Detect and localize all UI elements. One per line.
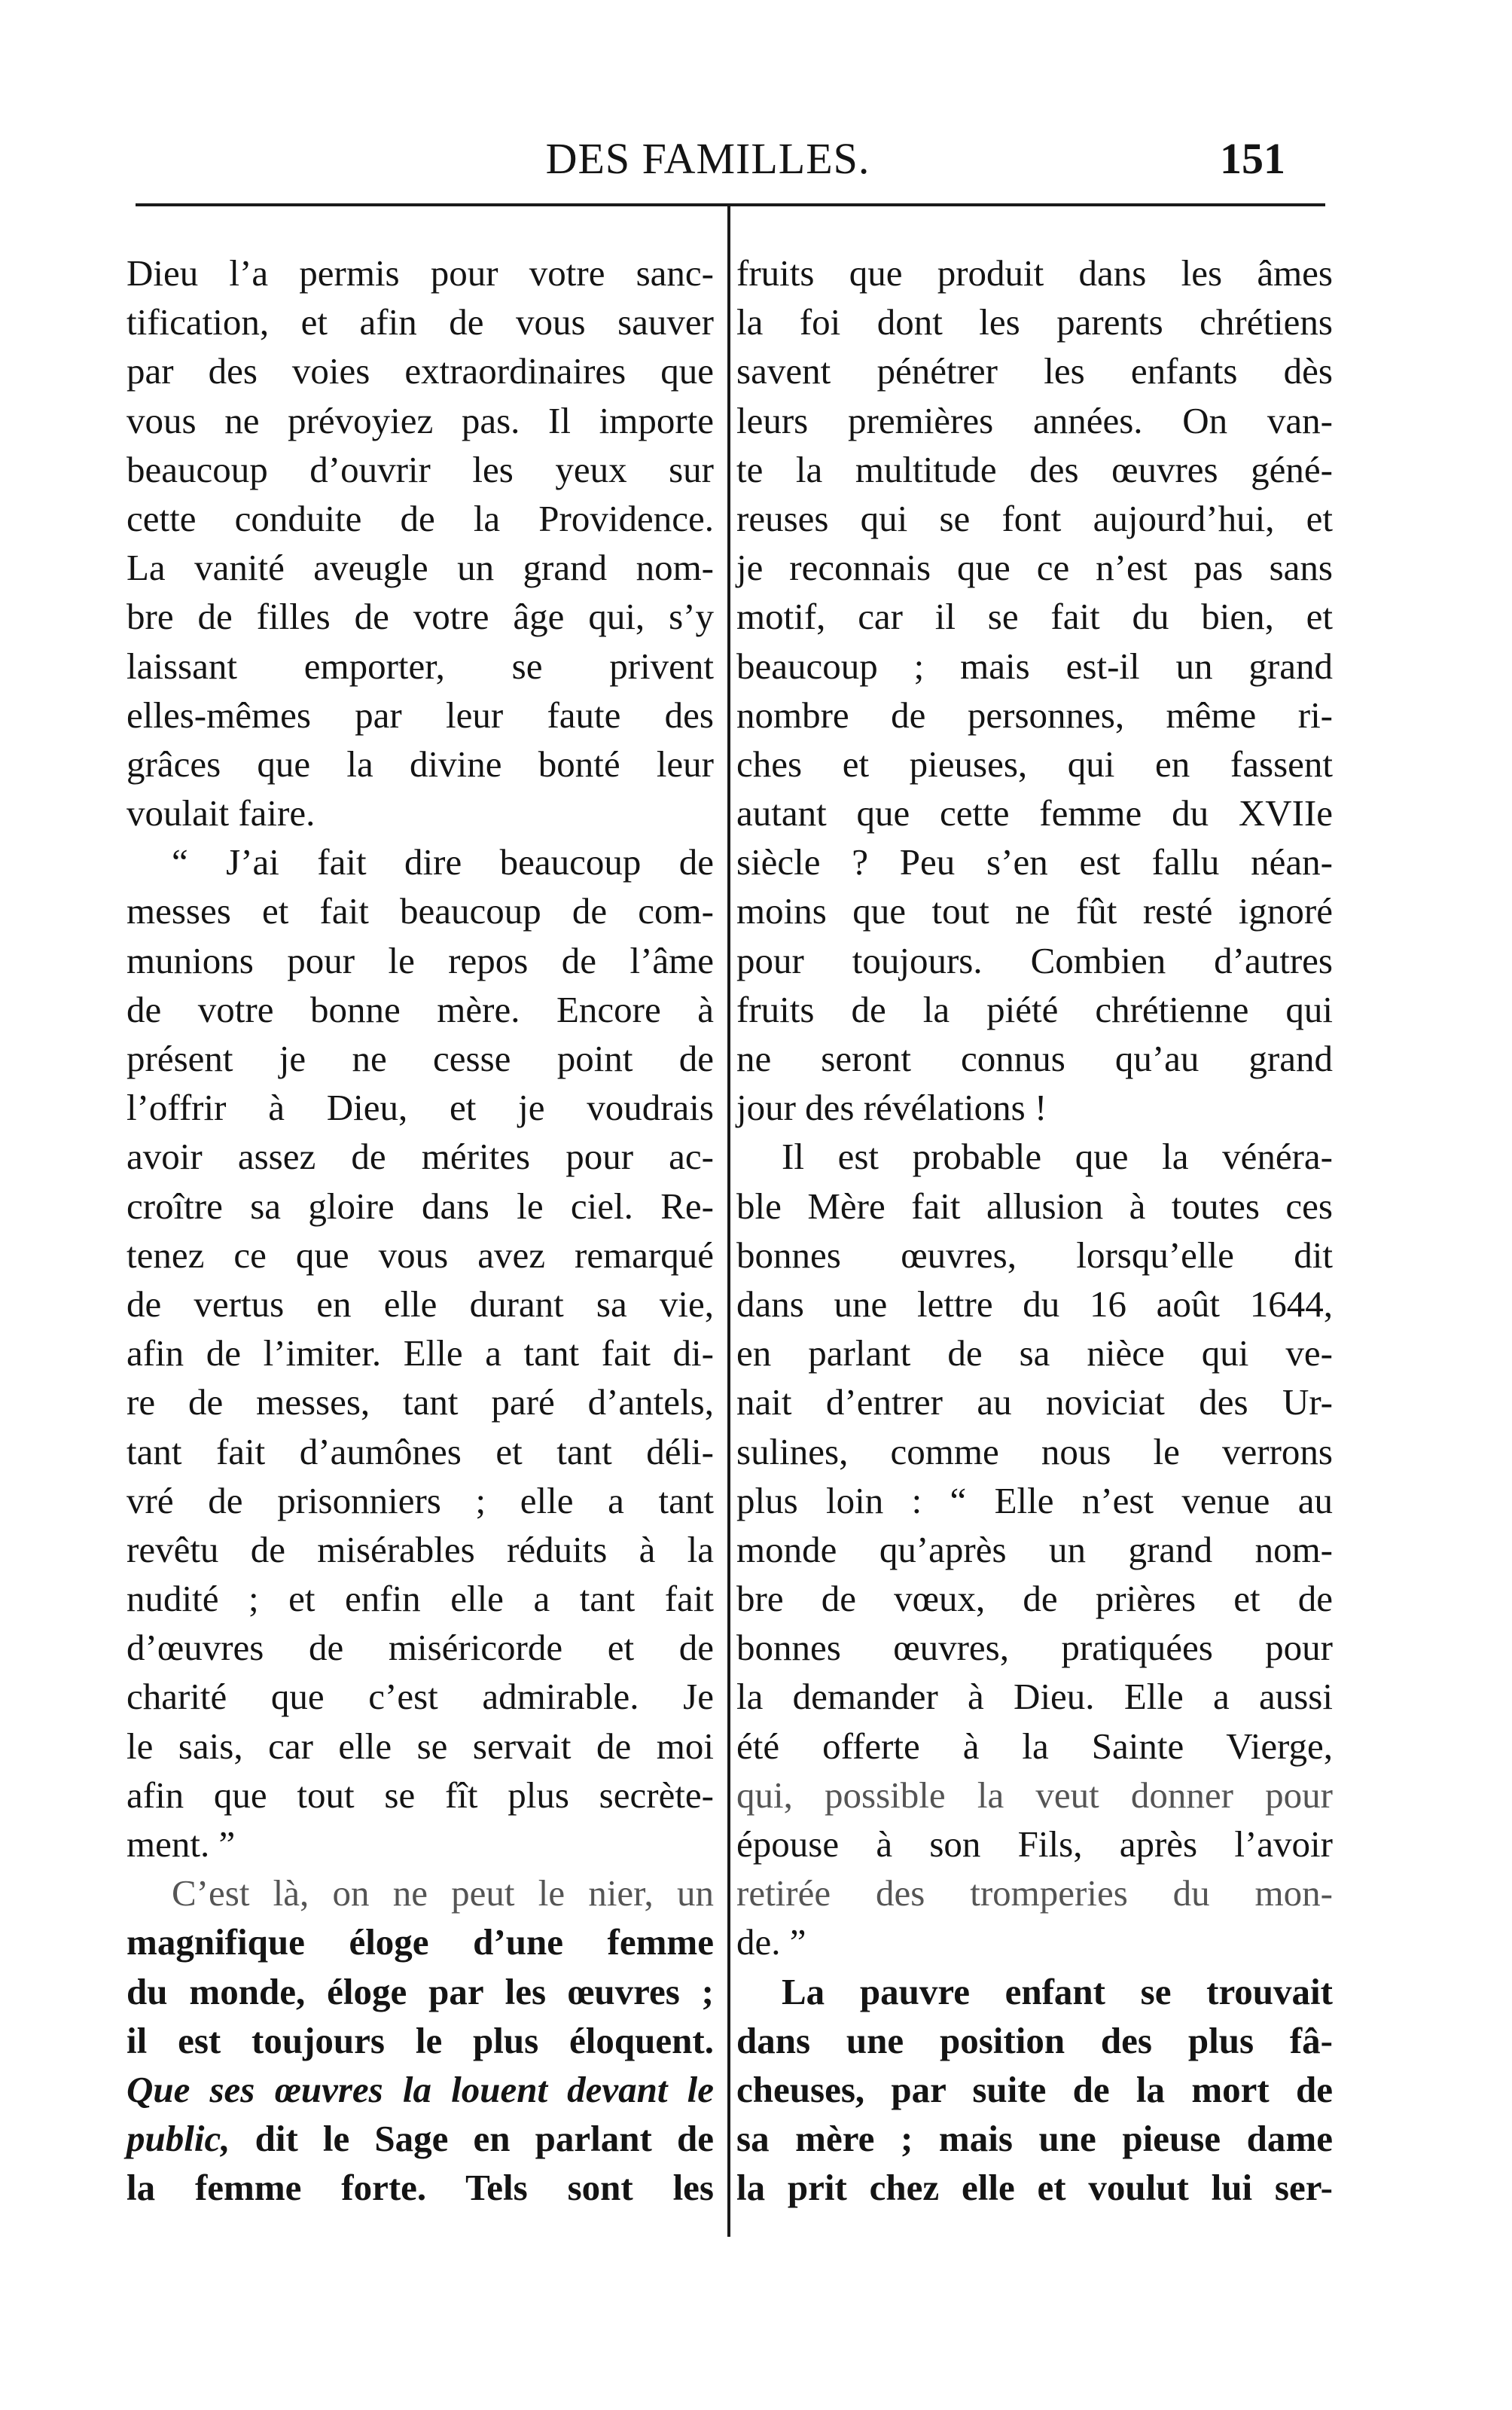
text-line: nait d’entrer au noviciat des Ur- [736,1381,1333,1423]
text-line: sa mère ; mais une pieuse dame [736,2118,1333,2160]
text-line: fruits que produit dans les âmes [736,252,1333,294]
text-line: moins que tout ne fût resté ignoré [736,890,1333,932]
text-line: La pauvre enfant se trouvait [782,1970,1333,2012]
text-line: monde qu’après un grand nom- [736,1528,1333,1570]
text-line: La vanité aveugle un grand nom- [127,547,714,589]
text-line: avoir assez de mérites pour ac- [127,1136,714,1178]
text-line: grâces que la divine bonté leur [127,743,714,785]
text-line: le sais, car elle se servait de moi [127,1725,714,1767]
text-line: magnifique éloge d’une femme [127,1921,714,1963]
text-line: elles-mêmes par leur faute des [127,694,714,736]
text-line: bre de filles de votre âge qui, s’y [127,596,714,638]
text-line: je reconnais que ce n’est pas sans [736,547,1333,589]
text-line: dans une lettre du 16 août 1644, [736,1283,1333,1325]
text-line: de vertus en elle durant sa vie, [127,1283,714,1325]
text-line: dans une position des plus fâ- [736,2019,1333,2061]
text-line: jour des révélations ! [736,1087,1047,1129]
text-line: Dieu l’a permis pour votre sanc- [127,252,714,294]
text-line: reuses qui se font aujourd’hui, et [736,497,1333,539]
text-line: afin que tout se fît plus secrète- [127,1774,714,1816]
text-line: tification, et afin de vous sauver [127,301,714,343]
text-line: retirée des tromperies du mon- [736,1872,1333,1914]
text-line: re de messes, tant paré d’antels, [127,1381,714,1423]
text-line: par des voies extraordinaires que [127,350,714,392]
text-fragment: dit le Sage en parlant de [230,2118,714,2160]
text-line: voulait faire. [127,792,316,834]
text-line: ne seront connus qu’au grand [736,1038,1333,1079]
text-line: la demander à Dieu. Elle a aussi [736,1676,1333,1718]
text-line: cette conduite de la Providence. [127,497,714,539]
text-line: motif, car il se fait du bien, et [736,596,1333,638]
text-line: messes et fait beaucoup de com- [127,890,714,932]
text-line: laissant emporter, se privent [127,645,714,687]
italic-word: public, [127,2118,230,2160]
text-line: bre de vœux, de prières et de [736,1578,1333,1620]
text-line: siècle ? Peu s’en est fallu néan- [736,841,1333,883]
text-line: il est toujours le plus éloquent. [127,2019,714,2061]
text-line: d’œuvres de miséricorde et de [127,1627,714,1669]
text-line: leurs premières années. On van- [736,399,1333,441]
text-line: cheuses, par suite de la mort de [736,2068,1333,2110]
text-line: nudité ; et enfin elle a tant fait [127,1578,714,1620]
text-line: Il est probable que la vénéra- [782,1136,1333,1178]
text-line: pour toujours. Combien d’autres [736,939,1333,981]
text-line: afin de l’imiter. Elle a tant fait di- [127,1332,714,1374]
header-rule [136,203,1325,206]
text-line: bonnes œuvres, lorsqu’elle dit [736,1234,1333,1276]
text-line: ches et pieuses, qui en fassent [736,743,1333,785]
text-line: vré de prisonniers ; elle a tant [127,1479,714,1521]
text-line: beaucoup ; mais est-il un grand [736,645,1333,687]
text-line: munions pour le repos de l’âme [127,939,714,981]
text-line: tenez ce que vous avez remarqué [127,1234,714,1276]
left-column [127,249,714,2213]
text-line: la foi dont les parents chrétiens [736,301,1333,343]
text-line: nombre de personnes, même ri- [736,694,1333,736]
text-line: fruits de la piété chrétienne qui [736,988,1333,1030]
text-line: du monde, éloge par les œuvres ; [127,1970,714,2012]
text-line: ment. ” [127,1823,236,1865]
text-line: l’offrir à Dieu, et je voudrais [127,1087,714,1129]
page-number: 151 [1220,134,1285,183]
text-line: te la multitude des œuvres géné- [736,448,1333,490]
text-line: été offerte à la Sainte Vierge, [736,1725,1333,1767]
text-line: la prit chez elle et voulut lui ser- [736,2167,1333,2209]
text-line: C’est là, on ne peut le nier, un [172,1872,714,1914]
text-line: charité que c’est admirable. Je [127,1676,714,1718]
text-line: présent je ne cesse point de [127,1038,714,1079]
text-line: “ J’ai fait dire beaucoup de [172,841,714,883]
text-line: en parlant de sa nièce qui ve- [736,1332,1333,1374]
text-line: de votre bonne mère. Encore à [127,988,714,1030]
text-line: plus loin : “ Elle n’est venue au [736,1479,1333,1521]
text-line: épouse à son Fils, après l’avoir [736,1823,1333,1865]
right-column [736,249,1333,2213]
text-line: savent pénétrer les enfants dès [736,350,1333,392]
text-line: bonnes œuvres, pratiquées pour [736,1627,1333,1669]
text-line: revêtu de misérables réduits à la [127,1528,714,1570]
running-header-title: DES FAMILLES. [545,134,870,183]
text-line: autant que cette femme du XVIIe [736,792,1333,834]
text-line: de. ” [736,1921,806,1963]
text-line: tant fait d’aumônes et tant déli- [127,1430,714,1472]
text-line: sulines, comme nous le verrons [736,1430,1333,1472]
text-line: qui, possible la veut donner pour [736,1774,1333,1816]
text-line-mixed [127,2114,714,2163]
text-line: beaucoup d’ouvrir les yeux sur [127,448,714,490]
italic-quote-line: Que ses œuvres la louent devant le [127,2068,714,2110]
text-line: croître sa gloire dans le ciel. Re- [127,1185,714,1227]
text-line: la femme forte. Tels sont les [127,2167,714,2209]
column-divider [727,203,730,2237]
text-line: vous ne prévoyiez pas. Il importe [127,399,714,441]
text-line: ble Mère fait allusion à toutes ces [736,1185,1333,1227]
